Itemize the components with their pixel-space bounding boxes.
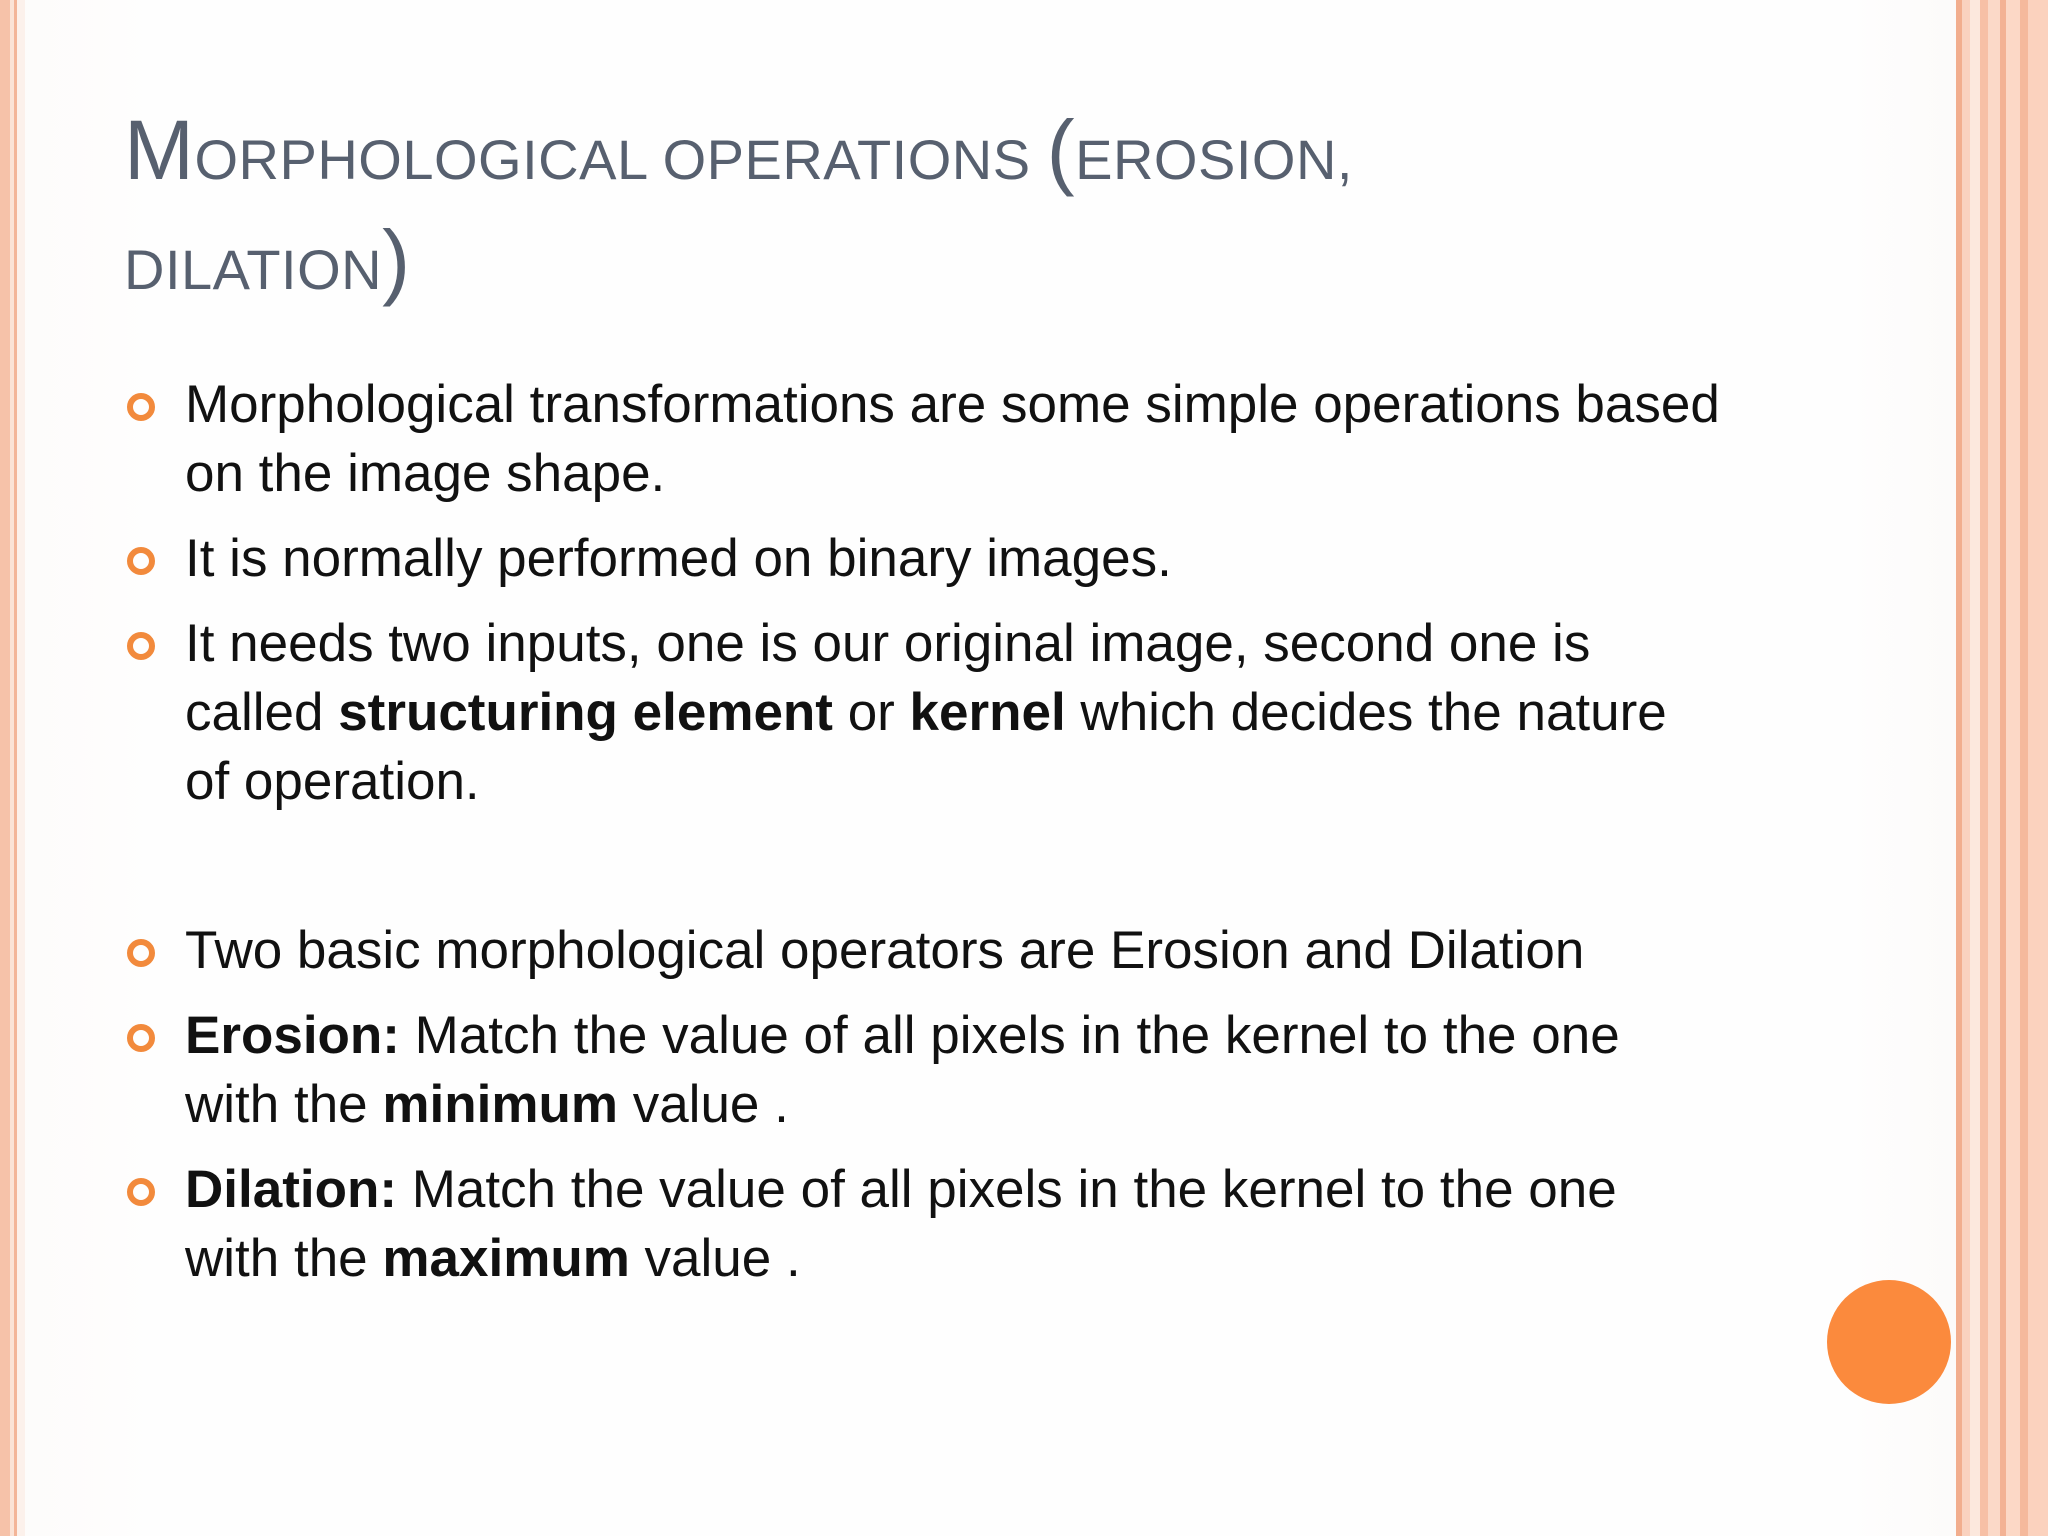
bullet-item xyxy=(0,609,1900,816)
bullet-text: or xyxy=(832,683,910,742)
right-border-stripe xyxy=(1980,0,1988,1536)
bullet-item xyxy=(0,1155,1900,1293)
bold-term-structuring-element: structuring element xyxy=(338,683,833,742)
title-line2-text: DILATION xyxy=(124,238,383,301)
title-close-paren: ) xyxy=(382,213,411,307)
slide-title xyxy=(124,100,1684,320)
hollow-circle-bullet-icon xyxy=(127,632,155,660)
bullet-text: Match the value of all pixels in the kernel to the one with the xyxy=(185,1006,1620,1134)
hollow-circle-bullet-icon xyxy=(127,547,155,575)
title-line1-end: EROSION, xyxy=(1075,128,1353,191)
title-open-paren: ( xyxy=(1046,103,1076,197)
bullet-item xyxy=(0,524,1900,593)
hollow-circle-bullet-icon xyxy=(127,393,155,421)
hollow-circle-bullet-icon xyxy=(127,1178,155,1206)
title-initial-cap: M xyxy=(124,103,195,197)
bullet-item xyxy=(0,916,1900,985)
bold-label-erosion: Erosion: xyxy=(185,1006,400,1065)
right-border-stripe xyxy=(1962,0,1970,1536)
right-border-stripe xyxy=(2006,0,2020,1536)
bold-term-minimum: minimum xyxy=(382,1075,618,1134)
orange-circle-icon xyxy=(1827,1280,1951,1404)
bullet-text: It needs two inputs, one is our original image, second one is called xyxy=(185,614,1591,742)
bullet-list xyxy=(0,370,1900,1309)
bold-term-kernel: kernel xyxy=(909,683,1066,742)
bullet-text: Two basic morphological operators are Erosion and Dilation xyxy=(185,921,1585,980)
bold-label-dilation: Dilation: xyxy=(185,1160,397,1219)
bullet-text: Morphological transformations are some simple operations based on the image shape. xyxy=(185,375,1720,503)
bold-term-maximum: maximum xyxy=(382,1229,630,1288)
bullet-item xyxy=(0,1001,1900,1139)
hollow-circle-bullet-icon xyxy=(127,1024,155,1052)
bullet-item xyxy=(0,370,1900,508)
bullet-text: It is normally performed on binary images. xyxy=(185,529,1172,588)
right-border-stripe xyxy=(2028,0,2048,1536)
right-border-stripe xyxy=(2020,0,2028,1536)
hollow-circle-bullet-icon xyxy=(127,939,155,967)
right-border-stripe xyxy=(1988,0,2000,1536)
bullet-text: value . xyxy=(629,1229,801,1288)
bullet-text: value . xyxy=(617,1075,789,1134)
bullet-text: which decides the nature of operation. xyxy=(185,683,1667,811)
bullet-text: Match the value of all pixels in the kernel to the one with the xyxy=(185,1160,1617,1288)
right-border-stripe xyxy=(1970,0,1980,1536)
title-line1-text: ORPHOLOGICAL OPERATIONS xyxy=(194,128,1047,191)
